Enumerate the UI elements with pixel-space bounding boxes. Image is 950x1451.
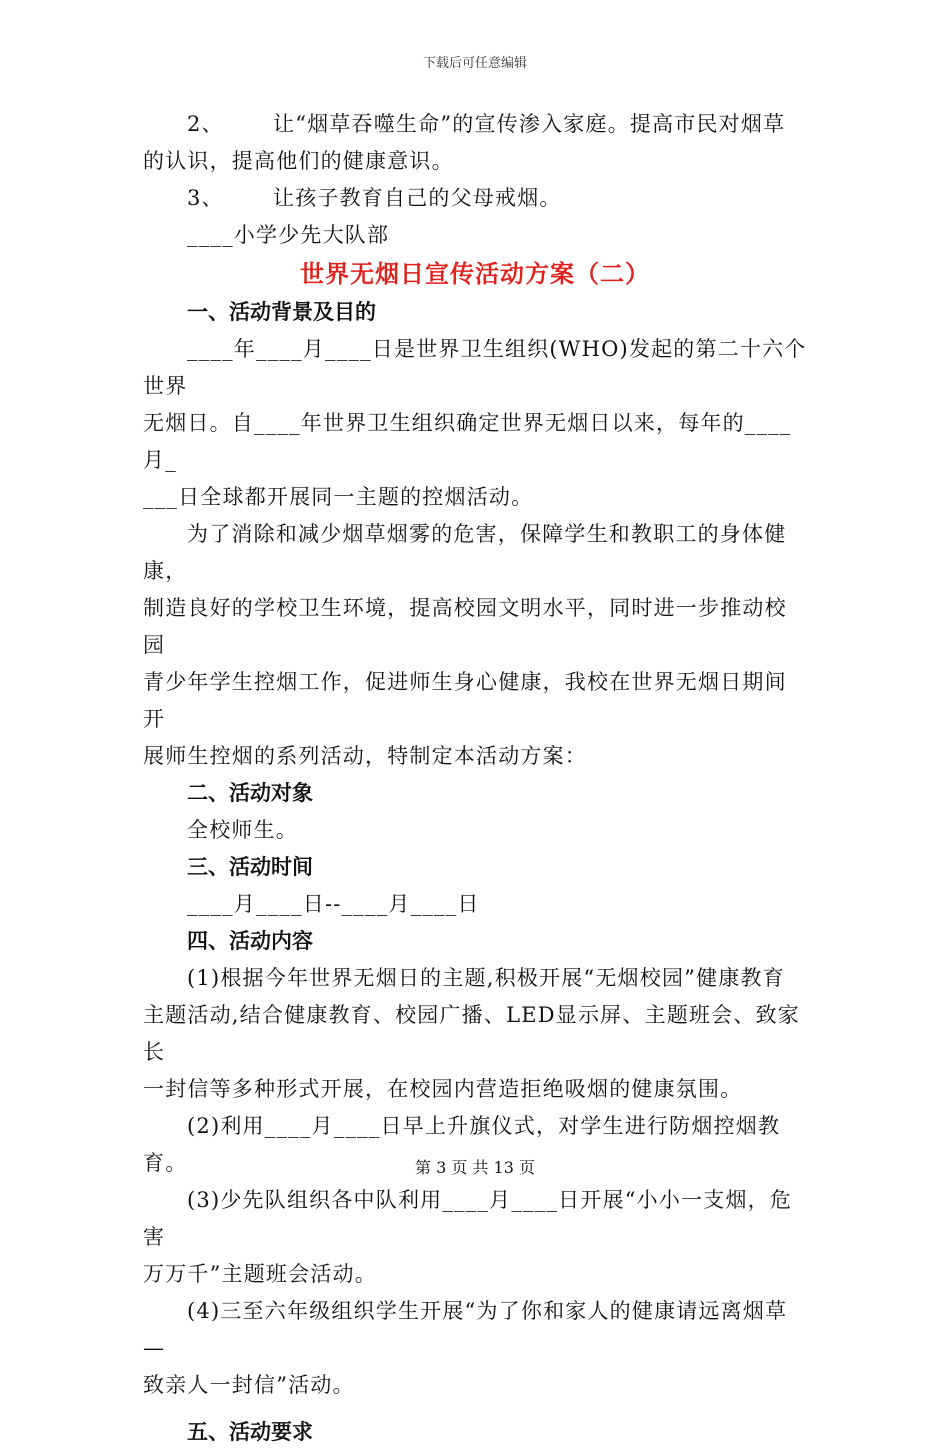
paragraph-line: 全校师生。 — [187, 818, 298, 842]
section-heading-5: 五、活动要求 — [187, 1420, 313, 1444]
paragraph-line: ___日全球都开展同一主题的控烟活动。 — [143, 485, 534, 509]
list-number: 2、 — [187, 112, 224, 136]
paragraph-line: ____月____日--____月____日 — [187, 892, 480, 916]
section-heading-2: 二、活动对象 — [187, 781, 313, 805]
document-title: 世界无烟日宣传活动方案（二） — [300, 259, 650, 288]
signature-line: ____小学少先大队部 — [187, 223, 390, 247]
list-text: 让“烟草吞噬生命”的宣传渗入家庭。提高市民对烟草 — [273, 112, 786, 136]
paragraph-line: 致亲人一封信”活动。 — [143, 1373, 355, 1397]
paragraph-line: (1)根据今年世界无烟日的主题,积极开展“无烟校园”健康教育 — [187, 966, 785, 990]
list-number: 3、 — [187, 186, 224, 210]
paragraph-line: 展师生控烟的系列活动，特制定本活动方案： — [143, 744, 587, 768]
paragraph-line: 制造良好的学校卫生环境，提高校园文明水平，同时进一步推动校园 — [143, 596, 787, 657]
paragraph-line: (3)少先队组织各中队利用____月____日开展“小小一支烟，危害 — [143, 1188, 793, 1249]
page-header: 下载后可任意编辑 — [422, 56, 527, 71]
section-heading-3: 三、活动时间 — [187, 855, 313, 879]
page-number: 第 3 页 共 13 页 — [415, 1158, 535, 1177]
paragraph-line: (4)三至六年级组织学生开展“为了你和家人的健康请远离烟草— — [143, 1299, 788, 1360]
paragraph-line: 一封信等多种形式开展，在校园内营造拒绝吸烟的健康氛围。 — [143, 1077, 743, 1101]
paragraph-line: 无烟日。自____年世界卫生组织确定世界无烟日以来，每年的____月_ — [143, 411, 792, 472]
paragraph-line: ____年____月____日是世界卫生组织(WHO)发起的第二十六个世界 — [143, 337, 807, 398]
paragraph-line: 青少年学生控烟工作，促进师生身心健康，我校在世界无烟日期间开 — [143, 670, 787, 731]
section-heading-1: 一、活动背景及目的 — [187, 300, 376, 324]
document-body — [143, 106, 807, 1451]
list-text-continued: 的认识，提高他们的健康意识。 — [143, 149, 454, 173]
paragraph-line: (2)利用____月____日早上升旗仪式，对学生进行防烟控烟教育。 — [143, 1114, 781, 1175]
paragraph-line: 万万千”主题班会活动。 — [143, 1262, 377, 1286]
section-heading-4: 四、活动内容 — [187, 929, 313, 953]
paragraph-line: 为了消除和减少烟草烟雾的危害，保障学生和教职工的身体健康， — [143, 522, 787, 583]
list-item-2 — [143, 106, 807, 143]
list-text: 让孩子教育自己的父母戒烟。 — [273, 186, 562, 210]
list-item-3 — [143, 180, 807, 217]
paragraph-line: 主题活动,结合健康教育、校园广播、LED显示屏、主题班会、致家长 — [143, 1003, 800, 1064]
